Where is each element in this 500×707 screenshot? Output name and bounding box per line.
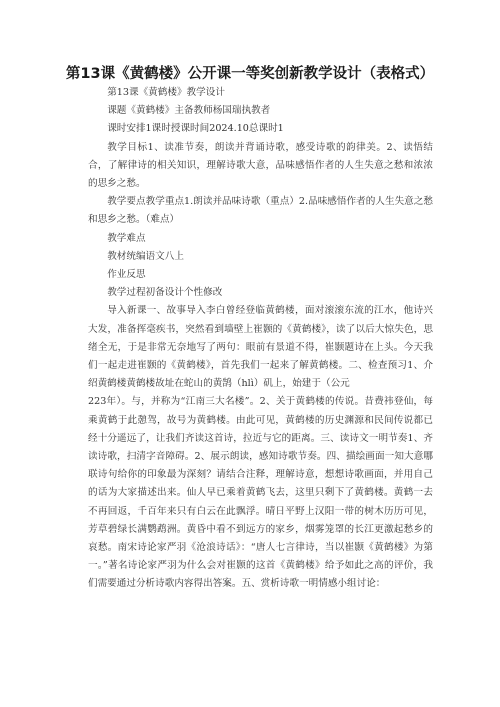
teaching-objectives-paragraph: 教学目标1、读准节奏，朗读并背诵诗歌，感受诗歌的韵律美。2、读悟结合，了解律诗的相关知识，理解诗歌大意，品味感悟作者的人生失意之愁和浓浓的思乡之愁。 <box>88 141 433 190</box>
teaching-process-header: 教学过程初备设计个性修改 <box>107 287 223 299</box>
textbook-line: 教材统编语文八上 <box>107 250 184 262</box>
introduction-paragraph: 导入新课一、故事导入李白曾经登临黄鹤楼，面对滚滚东流的江水，他诗兴大发，准备挥毫疾书，突然看到墙壁上崔颢的《黄鹤楼》，读了以后大惊失色，思绪全无，于是非常无奈地写了两句：眼前有景道不得，崔颢题诗在上头。今天我们一起走进崔颢的《黄鹤楼》，首先我们一起来了解黄鹤楼。二、检查预习1、介绍黄鹤楼黄鹤楼故址在蛇山的黄鹄（hlì）矶上，始建于（公元 <box>88 305 433 390</box>
lesson-subject-line: 课题《黄鹤楼》主备教师杨国瑞执教者 <box>107 105 271 117</box>
homework-reflection-label: 作业反思 <box>107 269 146 281</box>
teaching-difficulty-label: 教学难点 <box>107 232 146 244</box>
document-body <box>88 84 433 594</box>
teaching-keypoints-paragraph: 教学要点教学重点1.朗读并品味诗歌（重点）2.品味感悟作者的人生失意之愁和思乡之愁。（难点） <box>88 196 433 226</box>
legend-paragraph: 223年）。与，并称为“江南三大名楼”。2、关于黄鹤楼的传说。昔费祎登仙，每乘黄鹤于此憩驾，故号为黄鹤楼。由此可见，黄鹤楼的历史渊源和民间传说都已经十分遥远了，让我们齐读这首诗，拉近与它的距离。三、读诗文一明节奏1、齐读诗歌，扫清字音障碍。2、展示朗读，感知诗歌节奏。四、描绘画面一知大意哪联诗句给你的印象最为深刻？请结合注释，理解诗意，想想诗歌画面，并用自己的话为大家描述出来。仙人早已乘着黄鹤飞去，这里只剩下了黄鹤楼。黄鹤一去不再回返，千百年来只有白云在此飘浮。晴日平野上汉阳一带的树木历历可见，芳草碧绿长满鹦鹉洲。黄昏中看不到远方的家乡，烟雾笼罩的长江更激起愁乡的哀愁。南宋诗论家严羽《沧浪诗话》：“唐人七言律诗，当以崔颢《黄鹤楼》为第一。”著名诗论家严羽为什么会对崔颢的这首《黄鹤楼》给予如此之高的评价，我们需要通过分析诗歌内容得出答案。五、赏析诗歌一明情感小组讨论： <box>88 396 433 590</box>
document-title: 第13课《黄鹤楼》公开课一等奖创新教学设计（表格式） <box>65 66 435 82</box>
lesson-schedule-line: 课时安排1课时授课时间2024.10总课时1 <box>107 123 284 135</box>
lesson-heading: 第13课《黄鹤楼》教学设计 <box>107 87 225 98</box>
